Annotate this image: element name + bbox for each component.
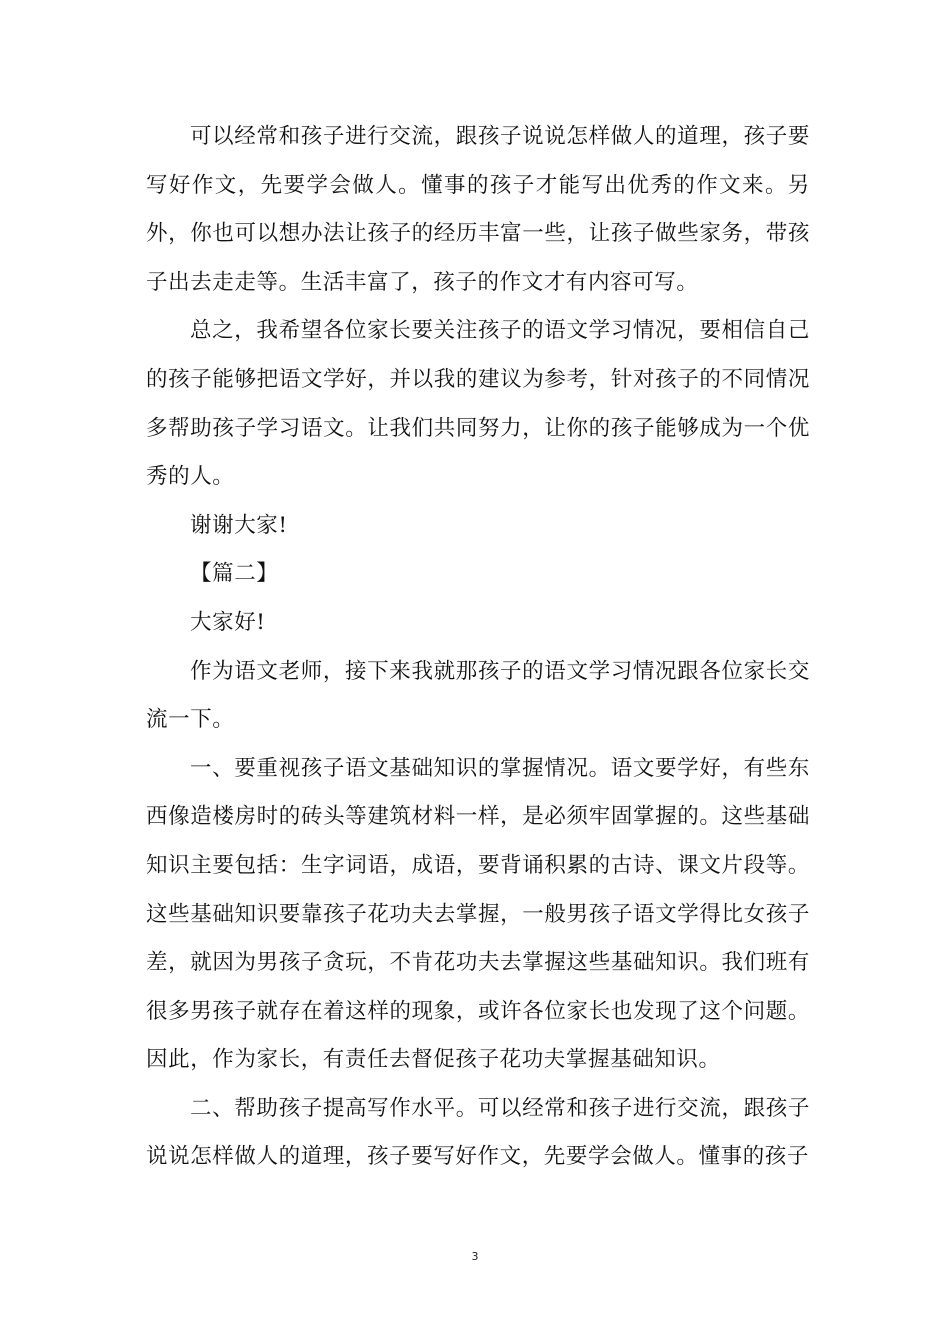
paragraph-greeting: 大家好! xyxy=(190,609,266,635)
paragraph-continuation: 可以经常和孩子进行交流，跟孩子说说怎样做人的道理，孩子要写好作文，先要学会做人。懂事的孩子才能写出优秀的作文来。另外，你也可以想办法让孩子的经历丰富一些，让孩子做些家务，带孩子出去走走等。生活丰富了，孩子的作文才有内容可写。 xyxy=(146,124,810,295)
paragraph-conclusion: 总之，我希望各位家长要关注孩子的语文学习情况，要相信自己的孩子能够把语文学好，并以我的建议为参考，针对孩子的不同情况多帮助孩子学习语文。让我们共同努力，让你的孩子能够成为一个优秀的人。 xyxy=(146,318,810,490)
paragraph-thanks: 谢谢大家! xyxy=(190,512,288,538)
document-body xyxy=(146,113,810,1182)
page-number: 3 xyxy=(471,1250,479,1263)
paragraph-point-two: 二、帮助孩子提高写作水平。可以经常和孩子进行交流，跟孩子说说怎样做人的道理，孩子要写好作文，先要学会做人。懂事的孩子 xyxy=(146,1095,810,1170)
paragraph-point-one: 一、要重视孩子语文基础知识的掌握情况。语文要学好，有些东西像造楼房时的砖头等建筑材料一样，是必须牢固掌握的。这些基础知识主要包括：生字词语，成语，要背诵积累的古诗、课文片段等。这些基础知识要靠孩子花功夫去掌握，一般男孩子语文学得比女孩子差，就因为男孩子贪玩，不肯花功夫去掌握这些基础知识。我们班有很多男孩子就存在着这样的现象，或许各位家长也发现了这个问题。因此，作为家长，有责任去督促孩子花功夫掌握基础知识。 xyxy=(146,755,810,1073)
paragraph-intro: 作为语文老师，接下来我就那孩子的语文学习情况跟各位家长交流一下。 xyxy=(146,658,810,733)
section-heading: 【篇二】 xyxy=(190,561,279,587)
